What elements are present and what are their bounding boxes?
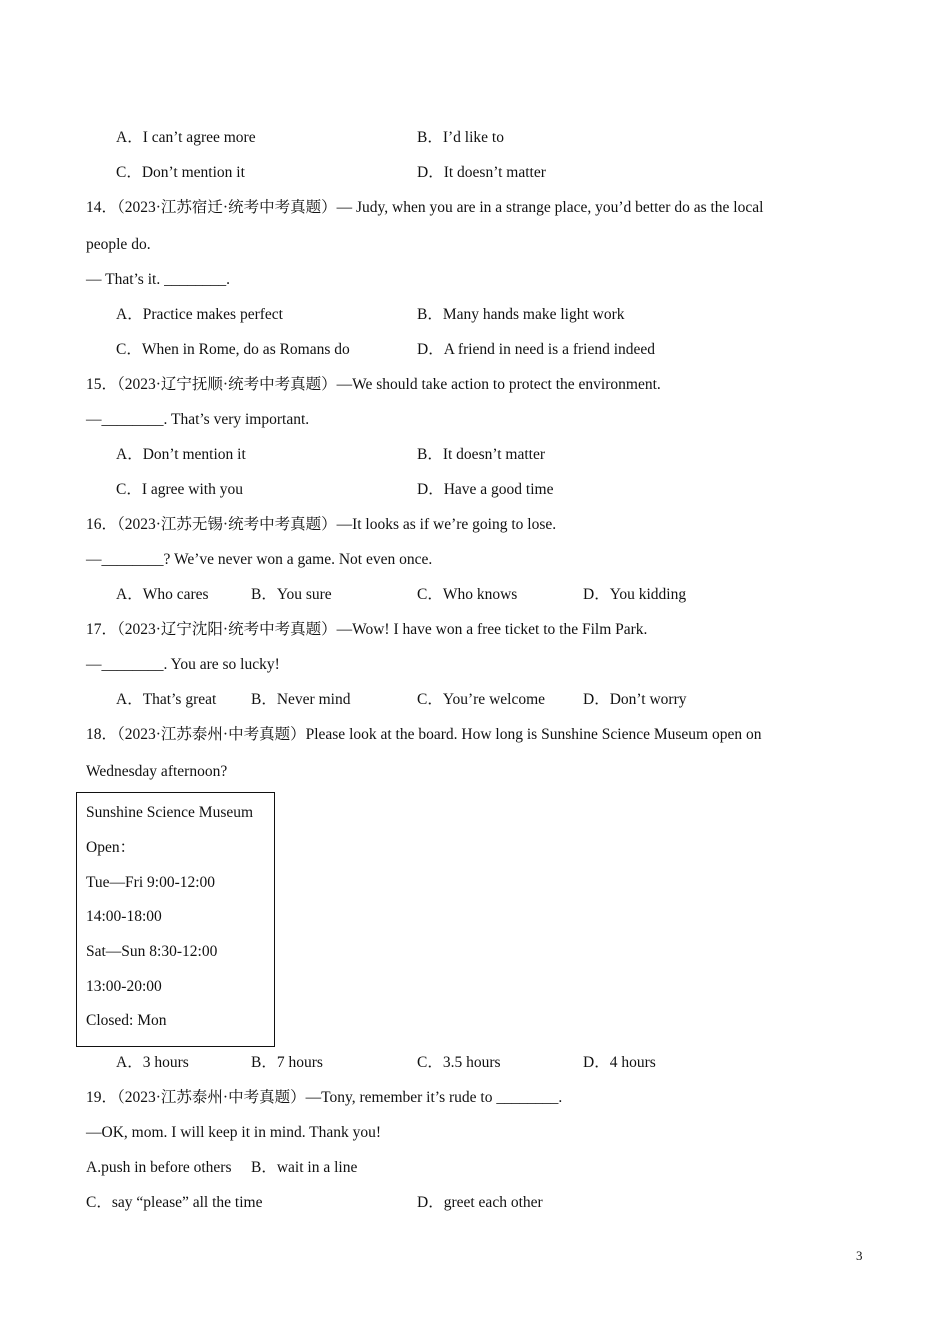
board-weekday-afternoon: 14:00-18:00 bbox=[86, 908, 162, 925]
q15-option-b: B．It doesn’t matter bbox=[417, 446, 546, 463]
q19-option-c: C．say “please” all the time bbox=[86, 1194, 263, 1211]
q15-option-c: C．I agree with you bbox=[116, 481, 243, 498]
q18-option-b: B．7 hours bbox=[251, 1054, 323, 1071]
q19-option-d: D．greet each other bbox=[417, 1194, 543, 1211]
q14-stem-continued: people do. bbox=[86, 236, 151, 253]
q16-stem: 16．（2023·江苏无锡·统考中考真题）—It looks as if we’re going to lose. bbox=[86, 516, 557, 533]
q14-option-b: B．Many hands make light work bbox=[417, 306, 625, 323]
q19-option-a: A.push in before others bbox=[86, 1159, 232, 1176]
q15-option-d: D．Have a good time bbox=[417, 481, 554, 498]
q14-option-c: C．When in Rome, do as Romans do bbox=[116, 341, 350, 358]
q19-stem: 19．（2023·江苏泰州·中考真题）—Tony, remember it’s rude to ________. bbox=[86, 1089, 563, 1106]
q17-option-d: D．Don’t worry bbox=[583, 691, 687, 708]
q16-option-c: C．Who knows bbox=[417, 586, 518, 603]
q17-option-a: A．That’s great bbox=[116, 691, 217, 708]
q19-reply: —OK, mom. I will keep it in mind. Thank you! bbox=[86, 1124, 382, 1141]
q18-option-a: A．3 hours bbox=[116, 1054, 189, 1071]
q19-option-b: B．wait in a line bbox=[251, 1159, 358, 1176]
board-weekend-morning: Sat—Sun 8:30-12:00 bbox=[86, 943, 218, 960]
page-number: 3 bbox=[856, 1248, 863, 1263]
q17-stem: 17．（2023·辽宁沈阳·统考中考真题）—Wow! I have won a free ticket to the Film Park. bbox=[86, 621, 648, 638]
q15-option-a: A．Don’t mention it bbox=[116, 446, 246, 463]
q17-option-c: C．You’re welcome bbox=[417, 691, 546, 708]
q15-reply: —________. That’s very important. bbox=[86, 411, 310, 428]
board-weekend-afternoon: 13:00-20:00 bbox=[86, 978, 162, 995]
q14-stem: 14．（2023·江苏宿迁·统考中考真题）— Judy, when you are in a strange place, you’d better do as the local bbox=[86, 199, 764, 216]
board-closed-day: Closed: Mon bbox=[86, 1012, 167, 1029]
q17-option-b: B．Never mind bbox=[251, 691, 351, 708]
q16-reply: —________? We’ve never won a game. Not even once. bbox=[86, 551, 433, 568]
q13-option-d: D．It doesn’t matter bbox=[417, 164, 546, 181]
q18-stem-continued: Wednesday afternoon? bbox=[86, 763, 228, 780]
q18-stem: 18．（2023·江苏泰州·中考真题）Please look at the board. How long is Sunshine Science Museum open on bbox=[86, 726, 762, 743]
q14-reply: — That’s it. ________. bbox=[86, 271, 230, 288]
q18-option-c: C．3.5 hours bbox=[417, 1054, 501, 1071]
q14-option-d: D．A friend in need is a friend indeed bbox=[417, 341, 656, 358]
q13-option-c: C．Don’t mention it bbox=[116, 164, 245, 181]
q13-option-a: A．I can’t agree more bbox=[116, 129, 256, 146]
q15-stem: 15．（2023·辽宁抚顺·统考中考真题）—We should take action to protect the environment. bbox=[86, 376, 661, 393]
q17-reply: —________. You are so lucky! bbox=[86, 656, 280, 673]
q18-option-d: D．4 hours bbox=[583, 1054, 656, 1071]
board-open-label: Open： bbox=[86, 839, 136, 856]
q16-option-a: A．Who cares bbox=[116, 586, 209, 603]
q16-option-d: D．You kidding bbox=[583, 586, 687, 603]
q16-option-b: B．You sure bbox=[251, 586, 332, 603]
board-weekday-morning: Tue—Fri 9:00-12:00 bbox=[86, 874, 216, 891]
q13-option-b: B．I’d like to bbox=[417, 129, 504, 146]
museum-notice-board bbox=[76, 792, 275, 1047]
board-title: Sunshine Science Museum bbox=[86, 804, 254, 821]
q14-option-a: A．Practice makes perfect bbox=[116, 306, 283, 323]
